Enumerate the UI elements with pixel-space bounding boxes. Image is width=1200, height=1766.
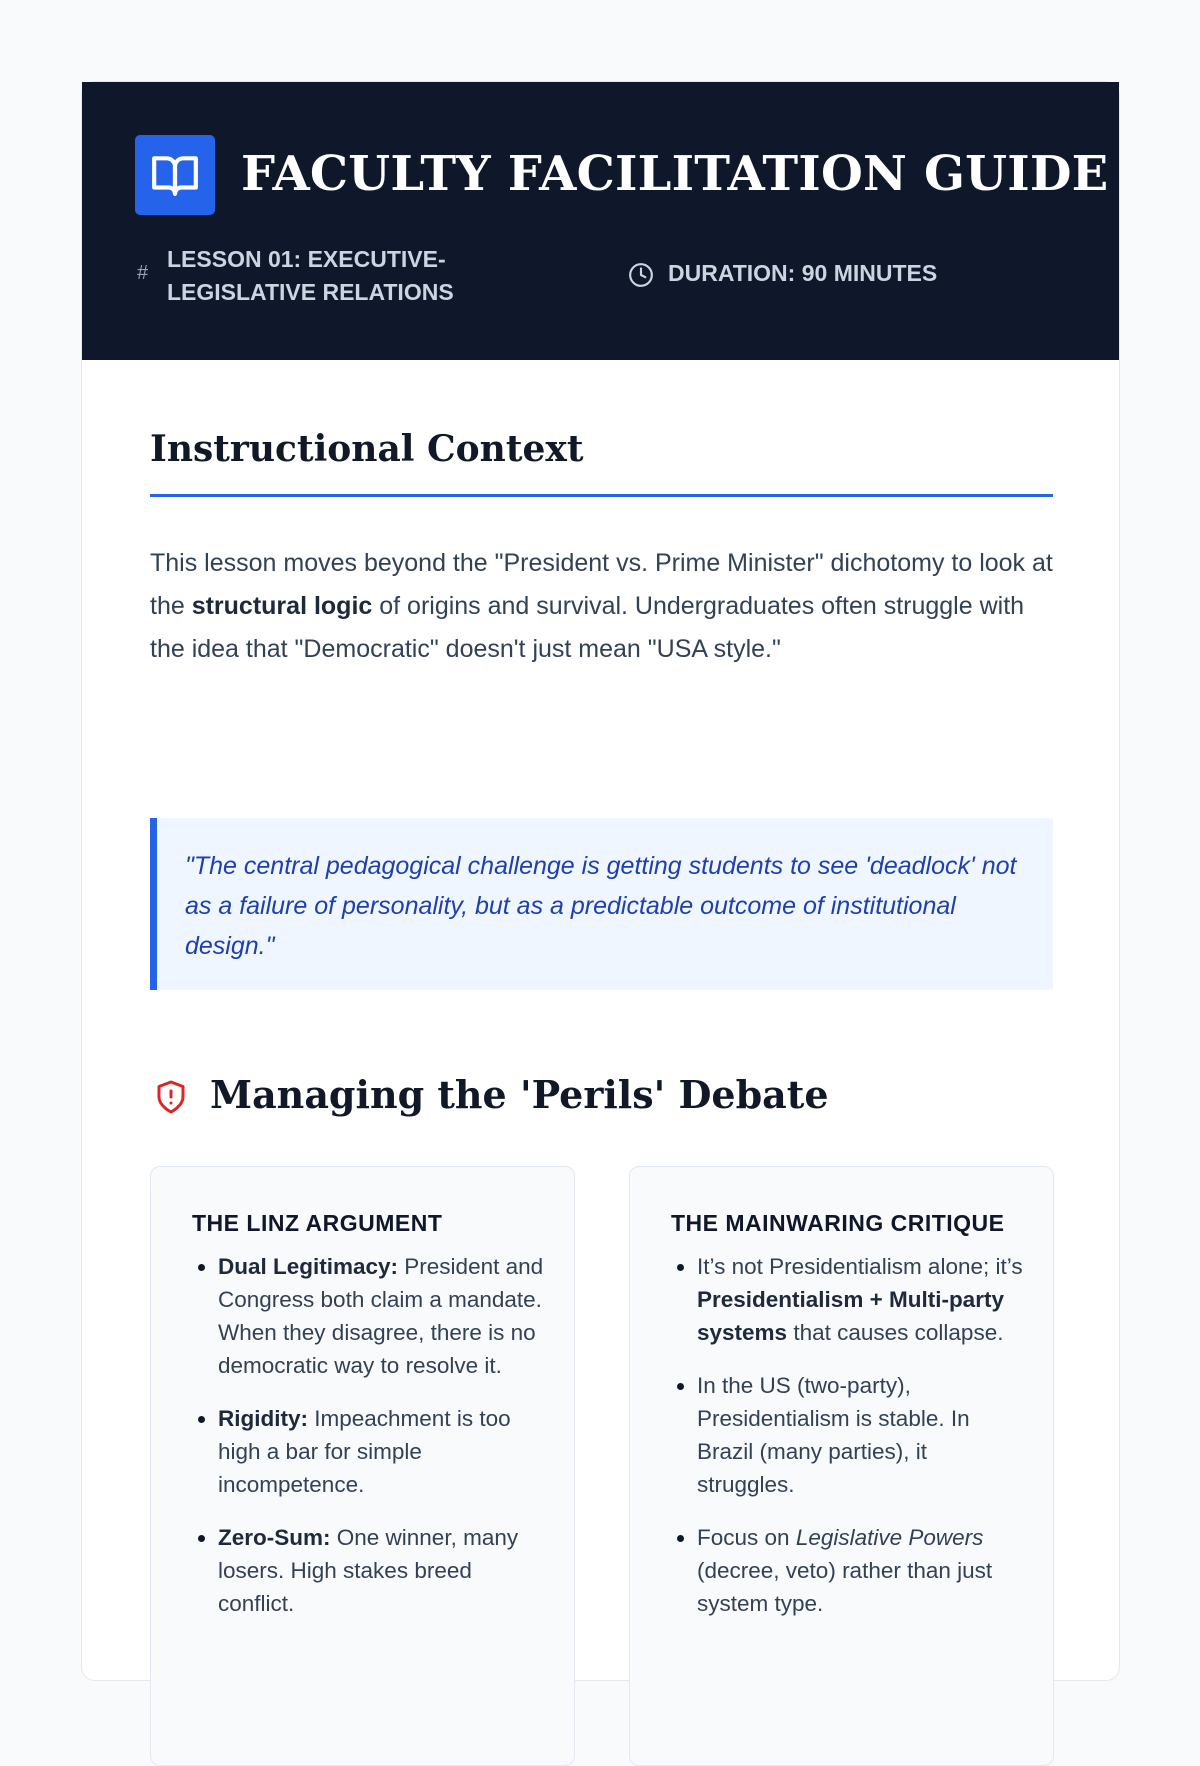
list-item-text: President and Congress both claim a mandate. When they disagree, there is no democratic way to resolve it. [218, 1254, 544, 1378]
list-item-text: Impeachment is too high a bar for simple incompetence. [218, 1406, 511, 1497]
intro-paragraph [150, 542, 1053, 671]
clock-icon [628, 262, 654, 288]
list-item-term: Rigidity: [218, 1406, 308, 1431]
hash-icon: # [137, 262, 149, 284]
lesson-label: LESSON 01: EXECUTIVE-LEGISLATIVE RELATIONS [167, 246, 454, 305]
linz-argument-panel [150, 1166, 575, 1766]
list-item-text: One winner, many losers. High stakes breed conflict. [218, 1525, 519, 1616]
shield-alert-icon [153, 1078, 189, 1116]
mainwaring-list [671, 1250, 1025, 1620]
section-title-perils: Managing the 'Perils' Debate [210, 1072, 829, 1117]
book-badge [135, 135, 215, 215]
list-item [697, 1250, 1025, 1349]
list-item [218, 1402, 546, 1501]
list-item-term: Dual Legitimacy: [218, 1254, 399, 1279]
list-item [697, 1521, 1025, 1620]
list-item-term: Zero-Sum: [218, 1525, 331, 1550]
guide-header [82, 82, 1119, 360]
section-title-context: Instructional Context [150, 428, 584, 470]
mainwaring-critique-panel [629, 1166, 1054, 1766]
section-divider [150, 494, 1053, 497]
list-item-text: that causes collapse. [787, 1320, 1004, 1345]
list-item-emphasis: Presidentialism + Multi-party systems [697, 1287, 1004, 1345]
list-item-emphasis: Legislative Powers [795, 1525, 984, 1550]
list-item-text: (decree, veto) rather than just system type. [697, 1558, 993, 1616]
book-open-icon [150, 150, 200, 200]
list-item [218, 1250, 546, 1382]
intro-text-2: of origins and survival. Undergraduates often struggle with the idea that "Democratic" doesn't just mean "USA style." [150, 592, 1025, 663]
list-item: • In the US (two-party), Presidentialism is stable. In Brazil (many parties), it struggles. [697, 1369, 1025, 1501]
intro-emphasis: structural logic [191, 592, 373, 620]
guide-card [81, 81, 1120, 1681]
list-item-text: Focus on [697, 1525, 796, 1550]
linz-list [192, 1250, 546, 1620]
list-item [218, 1521, 546, 1620]
quote-text: "The central pedagogical challenge is getting students to see 'deadlock' not as a failure of personality, but as a predictable outcome of institutional design." [185, 852, 1017, 960]
mainwaring-heading: THE MAINWARING CRITIQUE [671, 1210, 1005, 1236]
page-title: FACULTY FACILITATION GUIDE [241, 146, 1109, 202]
linz-heading: THE LINZ ARGUMENT [192, 1210, 443, 1236]
duration-label: DURATION: 90 MINUTES [668, 260, 938, 286]
pedagogy-quote [150, 818, 1053, 990]
intro-text-1: This lesson moves beyond the "President vs. Prime Minister" dichotomy to look at the [150, 549, 1053, 620]
list-item-text: It’s not Presidentialism alone; it’s [697, 1254, 1023, 1279]
